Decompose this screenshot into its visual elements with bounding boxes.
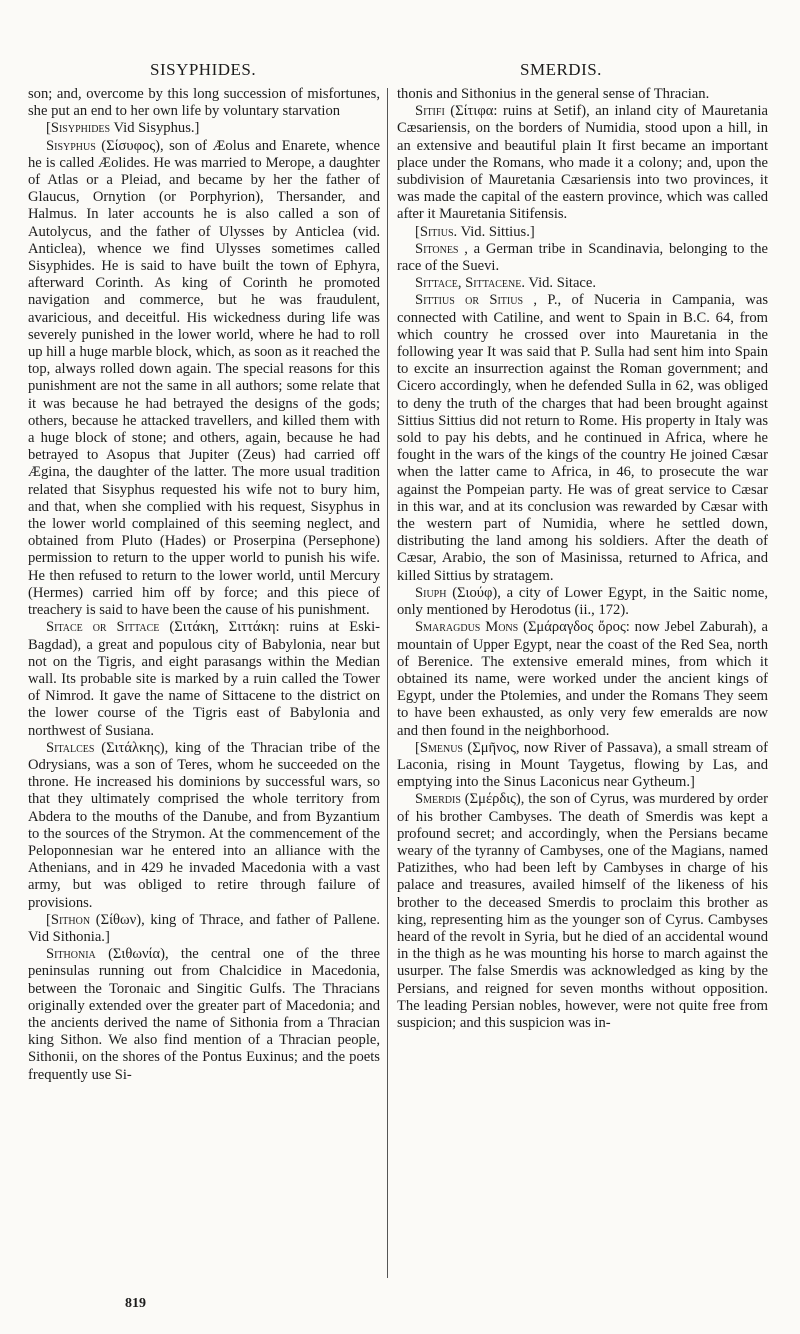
entry-paragraph [397,791,768,1032]
entry-text: (Σιτάκη, Σιττάκη: ruins at Eski-Bagdad), a great and populous city of Babylonia, near but not on the Tigris, and eight parasangs within the Median wall. Its probable site is marked by a ruin called the Tower of Nimrod. It gave the name of Sittacene to the district on the lower course of the Tigris east of Babylonia and northwest of Susiana. [28,619,380,739]
running-header [0,60,800,84]
entry-headword: Sithonia [46,946,96,963]
entry-headword: [Sitius. [415,223,458,240]
header-right: SMERDIS. [520,60,602,79]
entry-text: , P., of Nuceria in Campania, was connected with Catiline, and went to Spain in B.C. 64, from which country he crossed over into Mauretania in the following year It was said that P. Sulla had sent him into Spain to excite an insurrection against the Roman government; and Cicero accordingly, when he defended Sulla in 62, was obliged to deny the truth of the charges that had been brought against Sittius Sittius did not return to Rome. His property in Italy was sold to pay his debts, and he continued in Africa, where he fought in the wars of the kings of the country He joined Cæsar when the latter came to Africa, in 46, to prosecute the war against the Pompeian party. He was of great service to Cæsar in this war, and at its conclusion was rewarded by Cæsar with the western part of Numidia, where he settled down, distributing the land among his soldiers. After the death of Cæsar, Arabio, the son of Masinissa, returned to Africa, and killed Sittius by stratagem. [397,292,768,584]
entry-headword: Smaragdus Mons [415,619,519,636]
entry-paragraph [397,585,768,619]
entry-text: Vid. Sittius.] [460,223,535,240]
entry-headword: [Smenus [415,739,463,756]
entry-headword: Siuph [415,584,447,601]
entry-headword: Sitace or Sittace [46,619,160,636]
entry-text: (Σμῆνος, now River of Passava), a small stream of Laconia, rising in Mount Taygetus, flowing by Las, and emptying into the Sinus Laconicus near Gytheum.] [397,739,768,791]
entry-paragraph [397,86,768,103]
entry-paragraph [397,103,768,223]
entry-headword: Sittius or Sitius [415,292,524,309]
entry-text: (Σιθωνία), the central one of the three peninsulas running out from Chalcidice in Macedonia, between the Toronaic and Singitic Gulfs. The Thracians originally extended over the greater part of Macedonia; and the ancients derived the name of Sithonia from a Thracian king Sithon. We also find mention of a Thracian people, Sithonii, on the shores of the Pontus Euxinus; and the poets frequently use Si- [28,946,380,1083]
entry-headword: Sisyphus [46,137,96,154]
entry-paragraph [397,275,768,292]
entry-paragraph [28,619,380,739]
entry-headword: Sitifi [415,103,445,120]
entry-text: (Σίτιφα: ruins at Setif), an inland city of Mauretania Cæsariensis, on the borders of Numidia, stood upon a hill, in an extensive and beautiful plain It first became an important place under the Romans, who made it a colony; and, upon the subdivision of Mauretania Cæsariensis into two provinces, it was made the capital of the eastern province, which was called after it Mauretania Sitifensis. [397,103,768,223]
entry-paragraph [28,120,380,137]
entry-headword: [Sithon [46,911,91,928]
entry-paragraph [397,292,768,584]
page-number: 819 [125,1296,146,1311]
entry-headword: Sittace, Sittacene. [415,275,526,292]
entry-text: Vid Sisyphus.] [113,120,200,137]
entry-text: (Σίσυφος), son of Æolus and Enarete, whence he is called Æolides. He was married to Merope, a daughter of Atlas or a Pleiad, and became by her the father of Glaucus, Ornytion (or Porphyrion), Thersander, and Halmus. In later accounts he is also called a son of Autolycus, and the father of Ulysses by Anticlea (vid. Anticlea), whence we find Ulysses sometimes called Sisyphides. He is said to have built the town of Ephyra, afterward Corinth. As king of Corinth he promoted navigation and commerce, but he was fraudulent, avaricious, and deceitful. His wickedness during life was severely punished in the lower world, where he had to roll up hill a huge marble block, which, as soon as it reached the top, always rolled down again. The special reasons for this punishment are not the same in all authors; some relate that it was because he had betrayed the designs of the gods; others, because he attacked travellers, and killed them with a huge block of stone; and others, again, because he had betrayed to Asopus that Jupiter (Zeus) had carried off Ægina, the daughter of the latter. The more usual tradition related that Sisyphus requested his wife not to bury him, and that, when she complied with his request, Sisyphus in the lower world complained of this seeming neglect, and obtained from Pluto (Hades) or Proserpina (Persephone) permission to return to the upper world to punish his wife. He then refused to return to the lower world, until Mercury (Hermes) carried him off by force; and this piece of treachery is said to have been the cause of his punishment. [28,137,380,619]
column-rule [387,88,388,1278]
entry-text: (Σιούφ), a city of Lower Egypt, in the Saitic nome, only mentioned by Herodotus (ii., 172). [397,584,768,619]
entry-text: son; and, overcome by this long succession of misfortunes, she put an end to her own life by voluntary starvation [28,86,380,120]
entry-text: thonis and Sithonius in the general sense of Thracian. [397,86,710,102]
entry-headword: Sitones [415,240,459,257]
entry-paragraph [397,224,768,241]
entry-paragraph [397,740,768,792]
entry-paragraph [28,740,380,912]
entry-paragraph [28,138,380,620]
entry-paragraph [28,946,380,1084]
entry-headword: Sitalces [46,739,95,756]
entry-headword: [Sisyphides [46,120,111,137]
entry-text: (Σίθων), king of Thrace, and father of Pallene. Vid Sithonia.] [28,911,380,945]
entry-headword: Smerdis [415,791,461,808]
left-column [28,86,380,1294]
entry-text: (Σμάραγδος ὄρος: now Jebel Zaburah), a mountain of Upper Egypt, near the coast of the Red Sea, north of Berenice. The extensive emerald mines, from which it obtained its name, were worked under the ancient kings of Egypt, under the Ptolemies, and under the Romans They seem to have been exhausted, as only very few emeralds are now and then found in the neighborhood. [397,619,768,739]
entry-text: (Σιτάλκης), king of the Thracian tribe of the Odrysians, was a son of Teres, whom he succeeded on the throne. He increased his dominions by successful wars, so that they ultimately comprised the whole territory from Abdera to the mouths of the Danube, and from Byzantium to the sources of the Strymon. At the commencement of the Peloponnesian war he entered into an alliance with the Athenians, and in 429 he invaded Macedonia with a vast army, but was obliged to retire through failure of provisions. [28,739,380,911]
entry-text: , a German tribe in Scandinavia, belonging to the race of the Suevi. [397,240,768,275]
right-column [397,86,768,1294]
entry-paragraph [397,619,768,739]
entry-paragraph [28,912,380,946]
entry-paragraph [28,86,380,120]
entry-paragraph [397,241,768,275]
entry-text: (Σμέρδις), the son of Cyrus, was murdered by order of his brother Cambyses. The death of Smerdis was kept a profound secret; and accordingly, when the Persians became weary of the tyranny of Cambyses, one of the Magians, named Patizithes, who had been left by Cambyses in charge of his palace and treasures, availed himself of the likeness of his brother to the deceased Smerdis to proclaim this brother as king, representing him as the younger son of Cyrus. Cambyses heard of the revolt in Syria, but he died of an accidental wound in the thigh as he was mounting his horse to march against the usurper. The false Smerdis was acknowledged as king by the Persians, and reigned for seven months without opposition. The leading Persian nobles, however, were not quite free from suspicion; and this suspicion was in- [397,791,768,1031]
entry-text: Vid. Sitace. [528,275,597,292]
header-left: SISYPHIDES. [150,60,257,79]
